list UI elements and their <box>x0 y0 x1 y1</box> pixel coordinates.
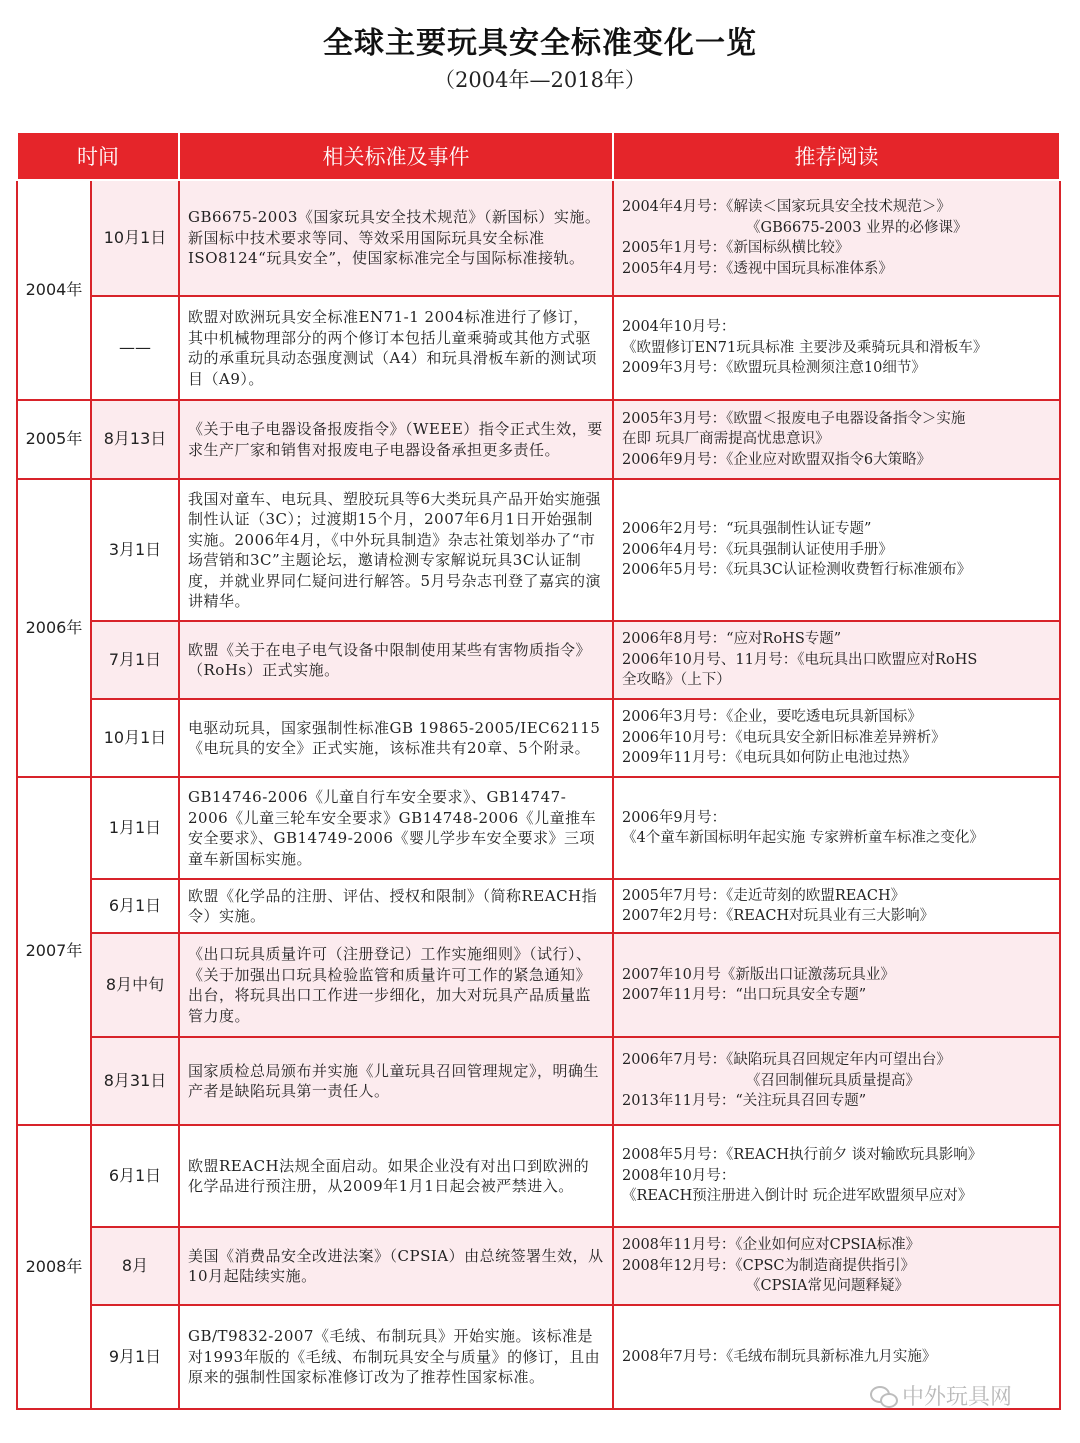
date-cell: 10月1日 <box>91 180 179 296</box>
reading-line: 2005年4月号：《透视中国玩具标准体系》 <box>622 260 893 277</box>
table-row <box>17 699 1060 777</box>
date-cell: 6月1日 <box>91 879 179 933</box>
reading-line: 《GB6675-2003 业界的必修课》 <box>746 219 968 236</box>
date-cell: 6月1日 <box>91 1125 179 1227</box>
reading-line: 2006年5月号：《玩具3C认证检测收费暂行标准颁布》 <box>622 562 972 579</box>
reading-cell <box>613 1125 1060 1227</box>
date-cell: 9月1日 <box>91 1305 179 1409</box>
table-header-row <box>17 132 1060 180</box>
year-cell: 2004年 <box>17 180 91 400</box>
reading-line: 2005年1月号：《新国标纵横比较》 <box>622 240 850 256</box>
date-cell: —— <box>91 296 179 400</box>
reading-cell <box>613 479 1060 621</box>
reading-cell <box>613 296 1060 400</box>
event-cell: 电驱动玩具，国家强制性标准GB 19865-2005/IEC62115《电玩具的安全》正式实施，该标准共有20章、5个附录。 <box>179 699 613 777</box>
event-cell: 我国对童车、电玩具、塑胶玩具等6大类玩具产品开始实施强制性认证（3C）；过渡期15个月，2007年6月1日开始强制实施。2006年4月，《中外玩具制造》杂志社策划举办了“市场营销和3C”主题论坛，邀请检测专家解说玩具3C认证制度，并就业界同仁疑问进行解答。5月号杂志刊登了嘉宾的演讲精华。 <box>179 479 613 621</box>
date-cell: 8月31日 <box>91 1037 179 1125</box>
reading-cell <box>613 1037 1060 1125</box>
wechat-icon <box>870 1385 898 1407</box>
reading-line: 2006年9月号： <box>622 809 727 826</box>
event-cell: GB/T9832-2007《毛绒、布制玩具》开始实施。该标准是对1993年版的《毛绒、布制玩具安全与质量》的修订，且由原来的强制性国家标准修订改为了推荐性国家标准。 <box>179 1305 613 1409</box>
date-cell: 7月1日 <box>91 621 179 699</box>
event-cell: GB14746-2006《儿童自行车安全要求》、GB14747-2006《儿童三轮车安全要求》GB14748-2006《儿童推车安全要求》、GB14749-2006《婴儿学步车安全要求》三项童车新国标实施。 <box>179 777 613 879</box>
event-cell: 国家质检总局颁布并实施《儿童玩具召回管理规定》，明确生产者是缺陷玩具第一责任人。 <box>179 1037 613 1125</box>
date-cell: 8月 <box>91 1227 179 1305</box>
reading-line: 2007年2月号：《REACH对玩具业有三大影响》 <box>622 908 935 924</box>
standards-table <box>16 131 1061 1410</box>
table-row <box>17 1037 1060 1125</box>
reading-cell <box>613 621 1060 699</box>
reading-line: 2005年7月号：《走近苛刻的欧盟REACH》 <box>622 887 906 904</box>
event-cell: GB6675-2003《国家玩具安全技术规范》（新国标）实施。新国标中技术要求等同、等效采用国际玩具安全标准ISO8124“玩具安全”，使国家标准完全与国际标准接轨。 <box>179 180 613 296</box>
reading-cell <box>613 777 1060 879</box>
reading-line: 2007年11月号：“出口玩具安全专题” <box>622 987 867 1003</box>
year-cell: 2005年 <box>17 400 91 479</box>
reading-line: 2006年10月号、11月号：《电玩具出口欧盟应对RoHS <box>622 651 978 668</box>
table-row <box>17 479 1060 621</box>
reading-line: 《CPSIA常见问题释疑》 <box>746 1278 909 1295</box>
date-cell: 8月13日 <box>91 400 179 479</box>
event-cell: 《出口玩具质量许可（注册登记）工作实施细则》（试行）、《关于加强出口玩具检验监管和质量许可工作的紧急通知》出台，将玩具出口工作进一步细化，加大对玩具产品质量监管力度。 <box>179 933 613 1037</box>
table-row <box>17 400 1060 479</box>
reading-line: 《REACH预注册进入倒计时 玩企进军欧盟须早应对》 <box>622 1188 973 1205</box>
table-row <box>17 777 1060 879</box>
reading-line: 全攻略》（上下） <box>622 672 731 689</box>
watermark-text: 中外玩具网 <box>902 1385 1013 1410</box>
reading-line: 在即 玩具厂商需提高忧患意识》 <box>622 431 830 448</box>
reading-line: 《欧盟修订EN71玩具标准 主要涉及乘骑玩具和滑板车》 <box>622 339 988 356</box>
event-cell: 欧盟对欧洲玩具安全标准EN71-1 2004标准进行了修订，其中机械物理部分的两个修订本包括儿童乘骑或其他方式驱动的承重玩具动态强度测试（A4）和玩具滑板车新的测试项目（A9）。 <box>179 296 613 400</box>
reading-line: 2007年10月号《新版出口证激荡玩具业》 <box>622 966 895 983</box>
reading-cell <box>613 879 1060 933</box>
date-cell: 8月中旬 <box>91 933 179 1037</box>
date-cell: 3月1日 <box>91 479 179 621</box>
reading-line: 2008年5月号：《REACH执行前夕 谈对输欧玩具影响》 <box>622 1147 983 1164</box>
reading-cell <box>613 699 1060 777</box>
reading-line: 2009年11月号：《电玩具如何防止电池过热》 <box>622 750 917 767</box>
table-row <box>17 1227 1060 1305</box>
year-cell: 2007年 <box>17 777 91 1125</box>
reading-line: 2008年11月号：《企业如何应对CPSIA标准》 <box>622 1237 921 1254</box>
reading-line: 2008年7月号：《毛绒布制玩具新标准九月实施》 <box>622 1348 937 1365</box>
event-cell: 《关于电子电器设备报废指令》（WEEE）指令正式生效，要求生产厂家和销售对报废电子电器设备承担更多责任。 <box>179 400 613 479</box>
header-event: 相关标准及事件 <box>179 132 613 180</box>
year-cell: 2006年 <box>17 479 91 777</box>
page-title: 全球主要玩具安全标准变化一览 <box>323 26 757 61</box>
reading-line: 2005年3月号：《欧盟＜报废电子电器设备指令＞实施 <box>622 410 966 427</box>
table-row <box>17 296 1060 400</box>
date-cell: 1月1日 <box>91 777 179 879</box>
event-cell: 美国《消费品安全改进法案》（CPSIA）由总统签署生效，从10月起陆续实施。 <box>179 1227 613 1305</box>
table-row <box>17 879 1060 933</box>
table-row <box>17 180 1060 296</box>
year-cell: 2008年 <box>17 1125 91 1409</box>
reading-line: 2006年9月号：《企业应对欧盟双指令6大策略》 <box>622 451 932 468</box>
date-cell: 10月1日 <box>91 699 179 777</box>
reading-line: 2006年4月号：《玩具强制认证使用手册》 <box>622 541 893 558</box>
reading-line: 2006年3月号：《企业，要吃透电玩具新国标》 <box>622 709 922 726</box>
reading-line: 2006年10月号：《电玩具安全新旧标准差异辨析》 <box>622 729 946 746</box>
reading-line: 2008年12月号：《CPSC为制造商提供指引》 <box>622 1257 915 1274</box>
watermark <box>870 1380 1012 1411</box>
page-subtitle: （2004年—2018年） <box>434 68 646 92</box>
reading-cell <box>613 400 1060 479</box>
reading-line: 2009年3月号：《欧盟玩具检测须注意10细节》 <box>622 360 926 377</box>
reading-line: 2004年10月号： <box>622 319 736 336</box>
reading-line: 2004年4月号：《解读＜国家玩具安全技术规范＞》 <box>622 199 951 215</box>
table-row <box>17 933 1060 1037</box>
header-time: 时间 <box>17 132 179 180</box>
reading-line: 2006年7月号：《缺陷玩具召回规定年内可望出台》 <box>622 1052 951 1069</box>
reading-cell <box>613 933 1060 1037</box>
reading-cell <box>613 1227 1060 1305</box>
reading-line: 《召回制催玩具质量提高》 <box>746 1072 920 1089</box>
header-reading: 推荐阅读 <box>613 132 1060 180</box>
event-cell: 欧盟REACH法规全面启动。如果企业没有对出口到欧洲的化学品进行预注册，从2009年1月1日起会被严禁进入。 <box>179 1125 613 1227</box>
reading-line: 2006年8月号：“应对RoHS专题” <box>622 631 842 648</box>
event-cell: 欧盟《化学品的注册、评估、授权和限制》（简称REACH指令）实施。 <box>179 879 613 933</box>
reading-line: 2013年11月号：“关注玩具召回专题” <box>622 1093 867 1110</box>
table-row <box>17 621 1060 699</box>
reading-line: 2006年2月号：“玩具强制性认证专题” <box>622 521 872 538</box>
event-cell: 欧盟《关于在电子电气设备中限制使用某些有害物质指令》（RoHs）正式实施。 <box>179 621 613 699</box>
reading-line: 《4个童车新国标明年起实施 专家辨析童车标准之变化》 <box>622 830 984 846</box>
reading-line: 2008年10月号： <box>622 1167 736 1184</box>
table-row <box>17 1125 1060 1227</box>
reading-cell <box>613 180 1060 296</box>
